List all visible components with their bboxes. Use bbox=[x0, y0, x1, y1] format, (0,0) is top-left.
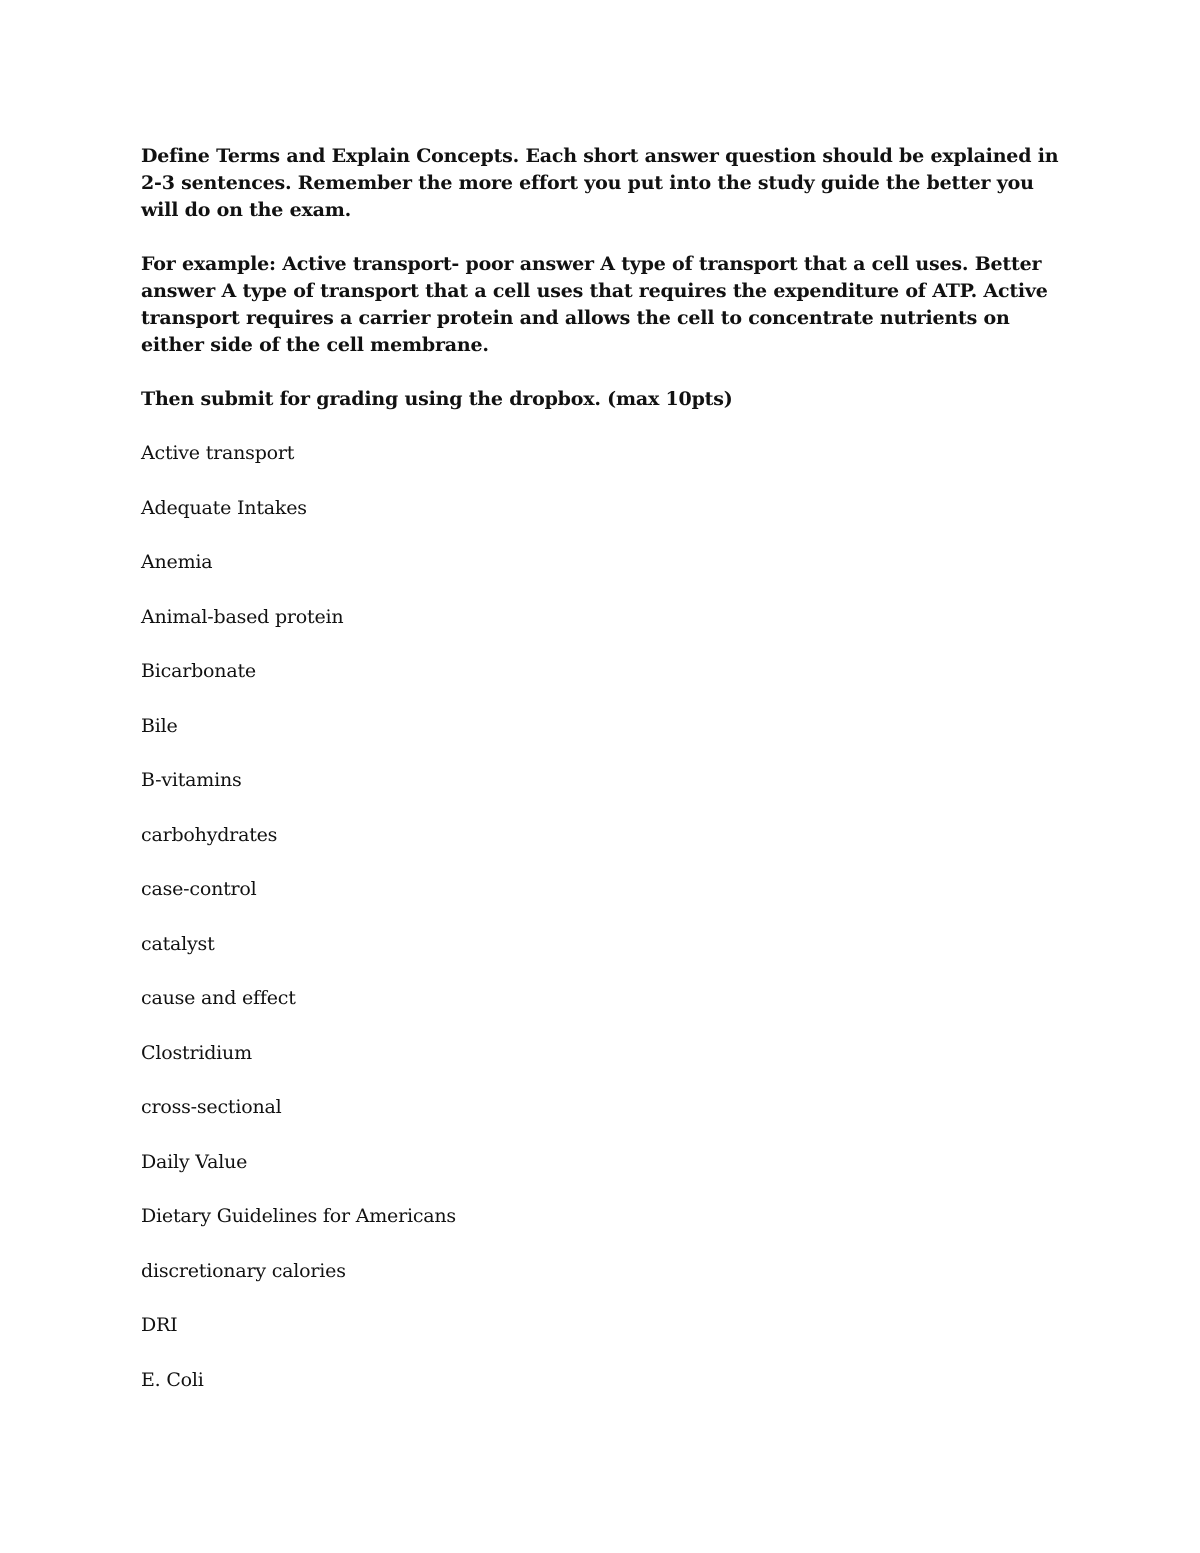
instructions-paragraph: Define Terms and Explain Concepts. Each short answer question should be explained in 2-3 sentences. Remember the more effort you put into the study guide the better you will do on the exam. bbox=[141, 145, 1059, 221]
term-item: Adequate Intakes bbox=[141, 496, 307, 519]
term-item: DRI bbox=[141, 1314, 178, 1336]
term-item: Active transport bbox=[141, 442, 295, 464]
term-item: B-vitamins bbox=[141, 769, 242, 791]
term-item: Clostridium bbox=[141, 1041, 252, 1064]
terms-list bbox=[141, 440, 1061, 1394]
term-item: carbohydrates bbox=[141, 823, 278, 846]
submission-note: Then submit for grading using the dropbox. (max 10pts) bbox=[141, 388, 733, 410]
term-item: Bile bbox=[141, 714, 178, 737]
term-item: Daily Value bbox=[141, 1150, 248, 1173]
term-item: E. Coli bbox=[141, 1368, 204, 1391]
term-item: Anemia bbox=[141, 551, 213, 573]
example-paragraph: For example: Active transport- poor answer A type of transport that a cell uses. Better answer A type of transport that a cell uses that requires the expenditure of ATP. Active transport requires a carrier protein and allows the cell to concentrate nutrients on either side of the cell membrane. bbox=[141, 253, 1048, 356]
term-item: cross-sectional bbox=[141, 1096, 282, 1118]
document-page bbox=[141, 143, 1061, 1421]
term-item: discretionary calories bbox=[141, 1259, 346, 1282]
term-item: cause and effect bbox=[141, 987, 296, 1009]
term-item: Bicarbonate bbox=[141, 660, 256, 682]
term-item: case-control bbox=[141, 878, 257, 900]
term-item: Animal-based protein bbox=[141, 605, 344, 628]
term-item: Dietary Guidelines for Americans bbox=[141, 1205, 456, 1227]
term-item: catalyst bbox=[141, 932, 215, 955]
